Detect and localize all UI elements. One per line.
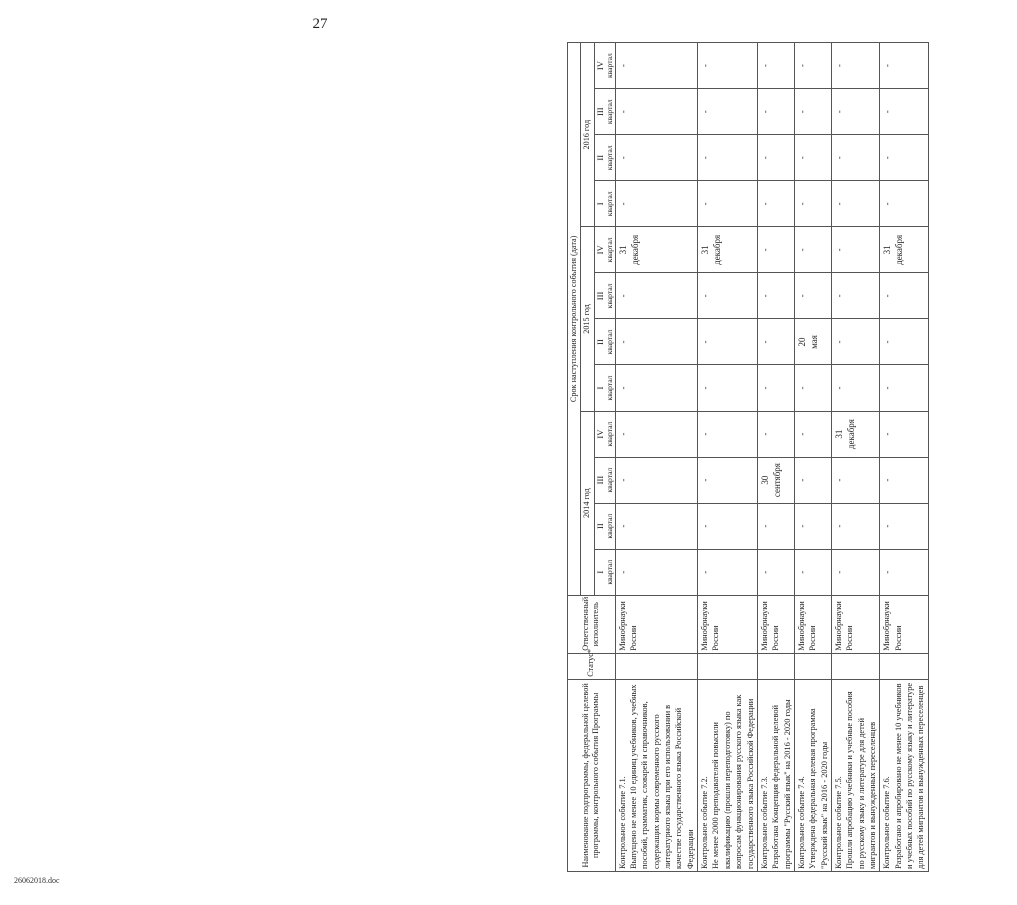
- event-cell: [880, 679, 928, 871]
- dash-cell: [794, 43, 831, 89]
- quarter-header: [594, 365, 615, 411]
- dash-mark: -: [759, 340, 770, 344]
- dash-cell: [831, 503, 879, 549]
- dash-mark: -: [759, 248, 770, 252]
- dash-mark: -: [617, 156, 628, 160]
- dash-cell: [615, 503, 697, 549]
- dash-cell: [831, 227, 879, 273]
- table-body: [615, 43, 928, 872]
- dash-mark: -: [700, 202, 711, 206]
- date-day: 31: [833, 429, 844, 439]
- dash-cell: [880, 135, 928, 181]
- responsible-cell: Минобрнауки России: [615, 595, 697, 653]
- event-title: Контрольное событие 7.6.: [882, 776, 892, 869]
- dash-mark: -: [796, 432, 807, 436]
- footer-filename: 26062018.doc: [14, 876, 60, 885]
- dash-mark: -: [700, 110, 711, 114]
- event-description: Разработано и апробировано не менее 10 учебников и учебных пособий по русскому языку и литературе для детей мигрантов и вынужденных переселенцев: [893, 682, 926, 869]
- header-year: 2014 год: [581, 411, 594, 595]
- dash-mark: -: [882, 432, 893, 436]
- dash-cell: [880, 43, 928, 89]
- dash-cell: [794, 273, 831, 319]
- dash-mark: -: [700, 340, 711, 344]
- dash-cell: [880, 89, 928, 135]
- dash-mark: -: [796, 202, 807, 206]
- dash-cell: [698, 43, 758, 89]
- date-day: 31: [617, 245, 628, 255]
- dash-mark: -: [882, 156, 893, 160]
- dash-cell: [698, 503, 758, 549]
- quarter-number: II: [594, 523, 605, 530]
- event-description: Разработана Концепция федеральной целевой программы "Русский язык" на 2016 - 2020 годы: [771, 699, 792, 869]
- dash-mark: -: [882, 110, 893, 114]
- date-cell: [831, 411, 879, 457]
- dash-mark: -: [700, 478, 711, 482]
- dash-cell: [698, 365, 758, 411]
- dash-cell: [831, 319, 879, 365]
- quarter-word: квартал: [605, 53, 615, 79]
- table-row: [831, 43, 879, 872]
- dash-cell: [698, 273, 758, 319]
- dash-mark: -: [759, 202, 770, 206]
- dash-mark: -: [833, 294, 844, 298]
- dash-mark: -: [796, 386, 807, 390]
- status-cell: [757, 653, 794, 679]
- dash-cell: [615, 365, 697, 411]
- status-cell: [615, 653, 697, 679]
- dash-cell: [794, 365, 831, 411]
- dash-cell: [831, 89, 879, 135]
- dash-mark: -: [882, 478, 893, 482]
- dash-cell: [831, 43, 879, 89]
- quarter-header: [594, 549, 615, 595]
- dash-mark: -: [617, 202, 628, 206]
- quarter-number: I: [594, 202, 605, 206]
- quarter-number: I: [594, 570, 605, 574]
- dash-mark: -: [796, 570, 807, 574]
- dash-mark: -: [882, 294, 893, 298]
- dash-cell: [880, 503, 928, 549]
- dash-cell: [615, 319, 697, 365]
- dash-cell: [757, 227, 794, 273]
- dash-mark: -: [796, 110, 807, 114]
- control-events-table: [567, 42, 929, 872]
- quarter-number: IV: [594, 245, 605, 255]
- date-month: декабря: [712, 234, 723, 265]
- quarter-header: [594, 181, 615, 227]
- date-month: декабря: [894, 234, 905, 265]
- dash-mark: -: [882, 386, 893, 390]
- quarter-number: III: [594, 475, 605, 485]
- quarter-word: квартал: [605, 375, 615, 401]
- dash-mark: -: [833, 570, 844, 574]
- dash-cell: [757, 411, 794, 457]
- date-month: мая: [809, 335, 820, 349]
- dash-mark: -: [882, 202, 893, 206]
- header-status: Статус*: [568, 653, 616, 679]
- date-cell: [757, 457, 794, 503]
- event-title: Контрольное событие 7.4.: [796, 776, 806, 869]
- dash-cell: [831, 273, 879, 319]
- event-title: Контрольное событие 7.2.: [700, 776, 710, 869]
- quarter-header: [594, 227, 615, 273]
- quarter-header: [594, 273, 615, 319]
- dash-mark: -: [617, 64, 628, 68]
- dash-cell: [831, 181, 879, 227]
- dash-cell: [831, 549, 879, 595]
- quarter-number: IV: [594, 61, 605, 71]
- dash-cell: [757, 273, 794, 319]
- dash-mark: -: [882, 570, 893, 574]
- dash-mark: -: [759, 524, 770, 528]
- dash-mark: -: [882, 524, 893, 528]
- quarter-word: квартал: [605, 191, 615, 217]
- event-cell: [831, 679, 879, 871]
- event-description: Утверждена федеральная целевая программа "Русский язык" на 2016 - 2020 годы: [808, 708, 829, 869]
- status-cell: [794, 653, 831, 679]
- header-name: Наименование подпрограммы, федеральной целевой программы, контрольного события Программы: [568, 679, 616, 871]
- quarter-word: квартал: [605, 283, 615, 309]
- dash-cell: [698, 181, 758, 227]
- dash-cell: [615, 89, 697, 135]
- table-row: [615, 43, 697, 872]
- dash-cell: [757, 89, 794, 135]
- dash-cell: [831, 135, 879, 181]
- dash-cell: [794, 457, 831, 503]
- table-row: [757, 43, 794, 872]
- responsible-cell: Минобрнауки России: [794, 595, 831, 653]
- quarter-word: квартал: [605, 467, 615, 493]
- dash-mark: -: [759, 432, 770, 436]
- dash-mark: -: [617, 524, 628, 528]
- dash-mark: -: [833, 386, 844, 390]
- quarter-number: II: [594, 339, 605, 345]
- dash-cell: [757, 365, 794, 411]
- quarter-number: II: [594, 154, 605, 161]
- dash-cell: [757, 181, 794, 227]
- dash-cell: [794, 227, 831, 273]
- dash-cell: [698, 411, 758, 457]
- table-row: [880, 43, 928, 872]
- dash-cell: [880, 457, 928, 503]
- dash-mark: -: [796, 64, 807, 68]
- quarter-number: I: [594, 386, 605, 390]
- quarter-number: III: [594, 107, 605, 117]
- status-cell: [831, 653, 879, 679]
- dash-mark: -: [617, 570, 628, 574]
- status-cell: [698, 653, 758, 679]
- dash-mark: -: [833, 110, 844, 114]
- header-deadline: Срок наступления контрольного события (дата): [568, 43, 581, 596]
- dash-cell: [794, 181, 831, 227]
- responsible-cell: Минобрнауки России: [757, 595, 794, 653]
- header-year: 2015 год: [581, 227, 594, 411]
- dash-cell: [880, 181, 928, 227]
- date-day: 20: [796, 337, 807, 347]
- date-cell: [615, 227, 697, 273]
- dash-cell: [698, 457, 758, 503]
- date-cell: [698, 227, 758, 273]
- dash-cell: [615, 181, 697, 227]
- dash-mark: -: [833, 156, 844, 160]
- event-description: Не менее 2000 преподавателей повысили квалификацию (прошли переподготовку) по вопросам функционирования русского языка как государственного языка Российской Федерации: [711, 694, 755, 869]
- dash-mark: -: [617, 386, 628, 390]
- event-description: Выпущено не менее 10 единиц учебников, учебных пособий, грамматик, словарей и справочников, содержащих нормы современного русского литературного языка при его использовании в качестве государственного языка Российской Федерации: [629, 684, 695, 869]
- table-row: [794, 43, 831, 872]
- event-cell: [757, 679, 794, 871]
- dash-mark: -: [759, 64, 770, 68]
- dash-mark: -: [617, 340, 628, 344]
- dash-cell: [615, 549, 697, 595]
- page-number: 27: [312, 16, 328, 32]
- event-description: Прошли апробацию учебники и учебные пособия по русскому языку и литературе для детей мигрантов и вынужденных переселенцев: [845, 691, 877, 869]
- dash-mark: -: [700, 524, 711, 528]
- dash-mark: -: [882, 340, 893, 344]
- dash-cell: [880, 273, 928, 319]
- dash-mark: -: [833, 248, 844, 252]
- dash-cell: [794, 89, 831, 135]
- quarter-word: квартал: [605, 145, 615, 171]
- event-title: Контрольное событие 7.3.: [759, 776, 769, 869]
- quarter-word: квартал: [605, 329, 615, 355]
- dash-mark: -: [759, 386, 770, 390]
- dash-cell: [880, 411, 928, 457]
- dash-mark: -: [759, 294, 770, 298]
- dash-cell: [831, 365, 879, 411]
- header-responsible: Ответственный исполнитель: [568, 595, 616, 653]
- date-day: 30: [759, 475, 770, 485]
- dash-mark: -: [796, 294, 807, 298]
- quarter-header: [594, 135, 615, 181]
- dash-mark: -: [833, 340, 844, 344]
- quarter-word: квартал: [605, 99, 615, 125]
- quarter-header: [594, 43, 615, 89]
- dash-cell: [698, 89, 758, 135]
- status-cell: [880, 653, 928, 679]
- event-cell: [615, 679, 697, 871]
- dash-mark: -: [833, 478, 844, 482]
- dash-mark: -: [882, 64, 893, 68]
- quarter-header: [594, 411, 615, 457]
- dash-cell: [698, 319, 758, 365]
- dash-cell: [794, 503, 831, 549]
- dash-cell: [757, 319, 794, 365]
- dash-cell: [880, 319, 928, 365]
- event-cell: [794, 679, 831, 871]
- dash-cell: [757, 549, 794, 595]
- dash-cell: [615, 273, 697, 319]
- quarter-number: III: [594, 291, 605, 301]
- dash-mark: -: [617, 478, 628, 482]
- responsible-cell: Минобрнауки России: [831, 595, 879, 653]
- dash-mark: -: [700, 294, 711, 298]
- quarter-header: [594, 89, 615, 135]
- dash-mark: -: [700, 570, 711, 574]
- quarter-word: квартал: [605, 421, 615, 447]
- dash-mark: -: [700, 64, 711, 68]
- quarter-number: IV: [594, 429, 605, 439]
- dash-mark: -: [617, 110, 628, 114]
- date-cell: [794, 319, 831, 365]
- header-year: 2016 год: [581, 43, 594, 227]
- dash-cell: [615, 457, 697, 503]
- dash-cell: [615, 135, 697, 181]
- responsible-cell: Минобрнауки России: [698, 595, 758, 653]
- dash-cell: [615, 43, 697, 89]
- date-day: 31: [700, 245, 711, 255]
- table-row: [698, 43, 758, 872]
- event-cell: [698, 679, 758, 871]
- quarter-header: [594, 457, 615, 503]
- dash-mark: -: [796, 524, 807, 528]
- dash-cell: [831, 457, 879, 503]
- dash-mark: -: [759, 156, 770, 160]
- dash-mark: -: [796, 478, 807, 482]
- dash-cell: [698, 549, 758, 595]
- dash-cell: [757, 503, 794, 549]
- dash-mark: -: [759, 110, 770, 114]
- dash-cell: [880, 365, 928, 411]
- dash-cell: [794, 411, 831, 457]
- dash-mark: -: [700, 432, 711, 436]
- dash-mark: -: [796, 156, 807, 160]
- dash-cell: [757, 135, 794, 181]
- dash-cell: [757, 43, 794, 89]
- dash-mark: -: [617, 432, 628, 436]
- quarter-header: [594, 319, 615, 365]
- dash-cell: [615, 411, 697, 457]
- event-title: Контрольное событие 7.5.: [833, 776, 843, 869]
- quarter-word: квартал: [605, 559, 615, 585]
- date-month: сентября: [771, 463, 782, 498]
- dash-cell: [794, 135, 831, 181]
- date-day: 31: [882, 245, 893, 255]
- dash-mark: -: [759, 570, 770, 574]
- rotated-table: [567, 42, 1017, 872]
- dash-mark: -: [833, 202, 844, 206]
- dash-cell: [698, 135, 758, 181]
- date-month: декабря: [846, 419, 857, 450]
- dash-mark: -: [700, 156, 711, 160]
- dash-mark: -: [617, 294, 628, 298]
- dash-mark: -: [833, 524, 844, 528]
- date-month: декабря: [629, 234, 640, 265]
- event-title: Контрольное событие 7.1.: [617, 776, 627, 869]
- dash-mark: -: [833, 64, 844, 68]
- dash-mark: -: [700, 386, 711, 390]
- dash-cell: [880, 549, 928, 595]
- quarter-word: квартал: [605, 237, 615, 263]
- responsible-cell: Минобрнауки России: [880, 595, 928, 653]
- dash-mark: -: [796, 248, 807, 252]
- quarter-word: квартал: [605, 513, 615, 539]
- date-cell: [880, 227, 928, 273]
- quarter-header: [594, 503, 615, 549]
- dash-cell: [794, 549, 831, 595]
